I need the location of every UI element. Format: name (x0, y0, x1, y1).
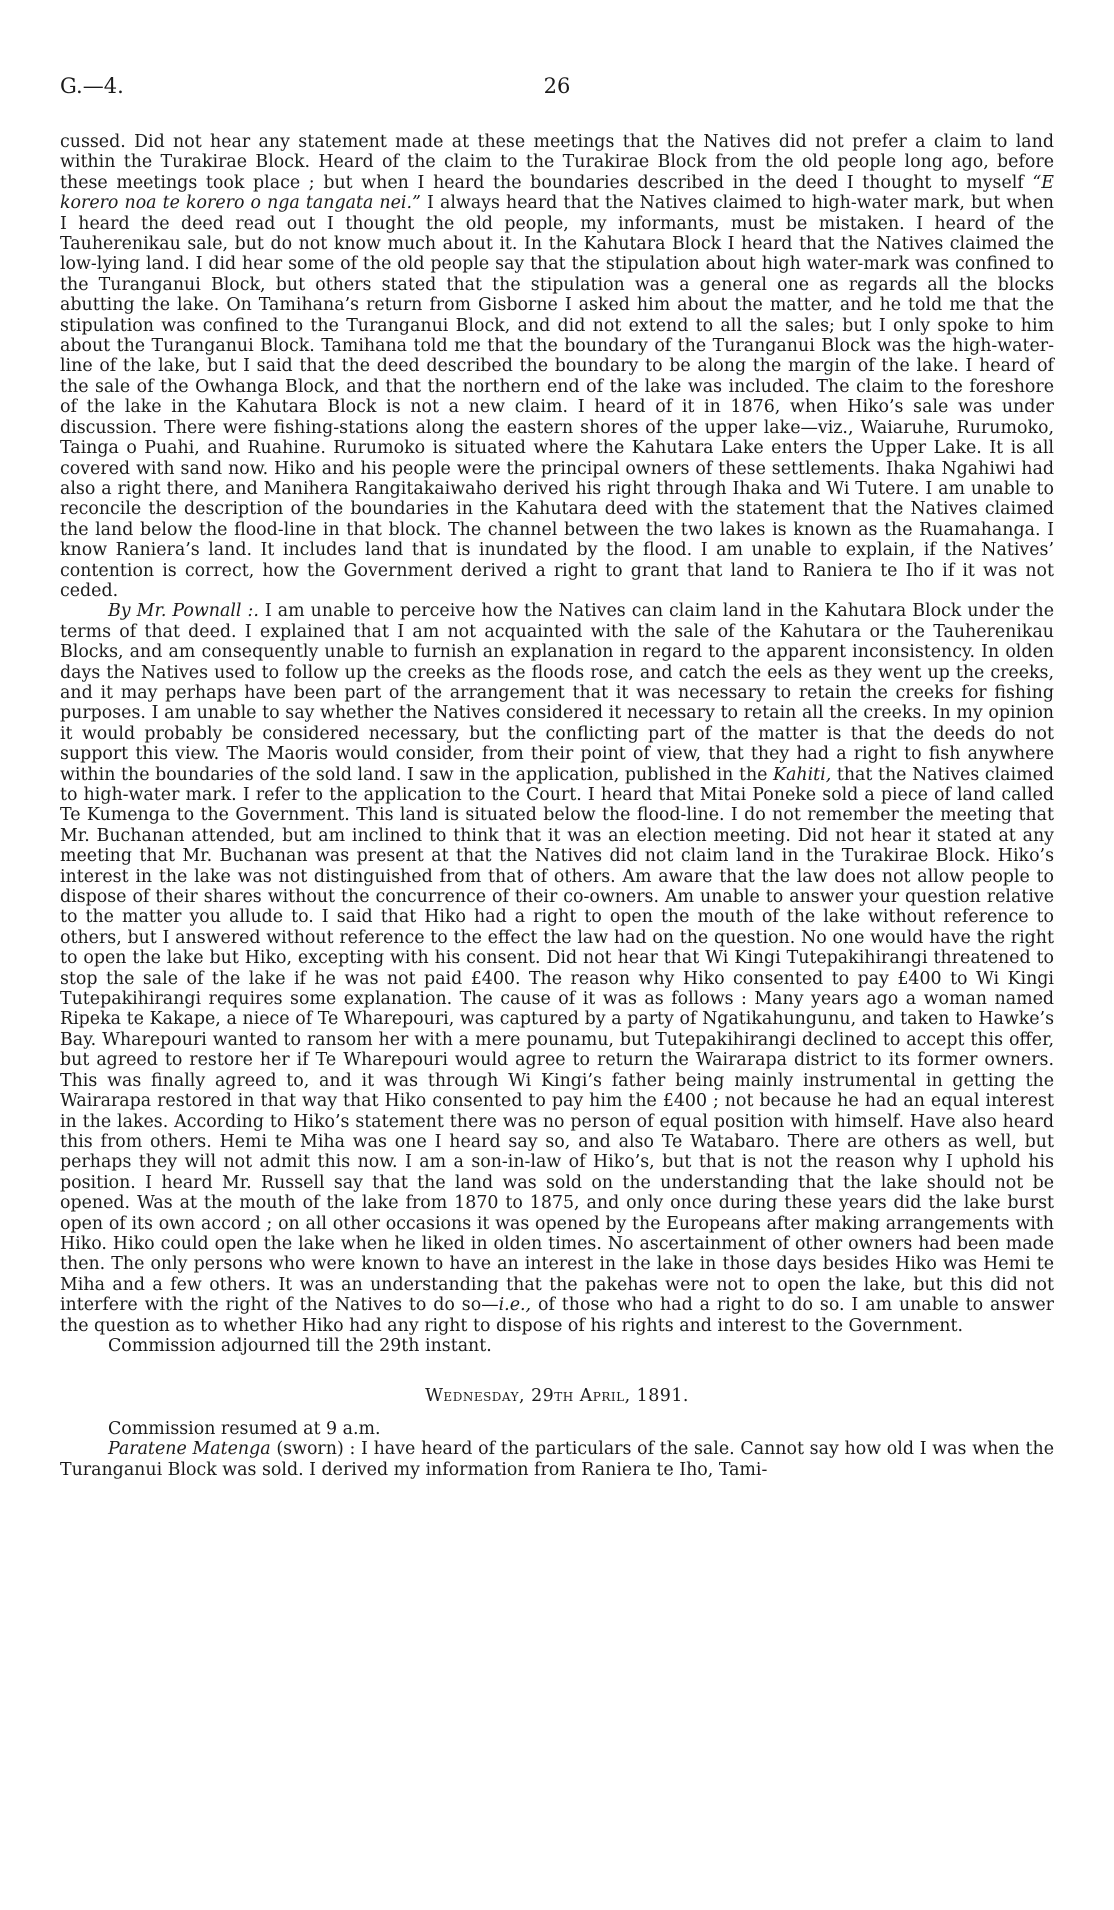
paragraph-text: I always heard that the Natives claimed to high-water mark, but when I heard the deed read out I thought the old people, my informants, must be mistaken. I heard of the Tauherenikau sale, but do not know much about it. In the Kahutara Block I heard that the Natives claimed the low-lying land. I did hear some of the old people say that the stipulation about high water-mark was confined to the Turanganui Block, but others stated that the stipulation was a general one as regards all the blocks abutting the lake. On Tamihana’s return from Gisborne I asked him about the matter, and he told me that the stipulation was confined to the Turanganui Block, and did not extend to all the sales; but I only spoke to him about the Turanganui Block. Tamihana told me that the boundary of the Turanganui Block was the high-water-line of the lake, but I said that the deed described the boundary to be along the margin of the lake. I heard of the sale of the Owhanga Block, and that the northern end of the lake was included. The claim to the foreshore of the lake in the Kahutara Block is not a new claim. I heard of it in 1876, when Hiko’s sale was under discussion. There were fishing-stations along the eastern shores of the upper lake—viz., Waiaruhe, Rurumoko, Tainga o Puahi, and Ruahine. Rurumoko is situated where the Kahutara Lake enters the Upper Lake. It is all covered with sand now. Hiko and his people were the principal owners of these settlements. Ihaka Ngahiwi had also a right there, and Manihera Rangitakaiwaho derived his right through Ihaka and Wi Tutere. I am unable to reconcile the description of the boundaries in the Kahutara deed with the statement that the Natives claimed the land below the flood-line in that block. The channel between the two lakes is known as the Ruamahanga. I know Raniera’s land. It includes land that is inundated by the flood. I am unable to explain, if the Natives’ contention is correct, how the Government derived a right to grant that land to Raniera te Iho if it was not ceded. (60, 193, 1054, 601)
examiner-lead: By Mr. Pownall :. (108, 601, 259, 622)
paragraph-text: that the Natives claimed to high-water mark. I refer to the application to the Court. I heard that Mitai Poneke sold a piece of land called Te Kumenga to the Government. This land is situated below the flood-line. I do not remember the meeting that Mr. Buchanan attended, but am inclined to think that it was an election meeting. Did not hear it stated at any meeting that Mr. Buchanan was present at that the Natives did not claim land in the Turakirae Block. Hiko’s interest in the lake was not distinguished from that of others. Am aware that the law does not allow people to dispose of their shares without the concurrence of their co-owners. Am unable to answer your question relative to the matter you allude to. I said that Hiko had a right to open the mouth of the lake without reference to others, but I answered without reference to the effect the law had on the question. No one would have the right to open the lake but Hiko, excepting with his consent. Did not hear that Wi Kingi Tutepakihirangi threatened to stop the sale of the lake if he was not paid £400. The reason why Hiko consented to pay £400 to Wi Kingi Tutepakihirangi requires some explanation. The cause of it was as follows : Many years ago a woman named Ripeka te Kakape, a niece of Te Wharepouri, was captured by a party of Ngatikahungunu, and taken to Hawke’s Bay. Wharepouri wanted to ransom her with a mere pounamu, but Tutepakihirangi declined to accept this offer, but agreed to restore her if Te Wharepouri would agree to return the Wairarapa district to its former owners. This was finally agreed to, and it was through Wi Kingi’s father being mainly instrumental in getting the Wairarapa restored in that way that Hiko consented to pay him the £400 ; not because he had an equal interest in the lakes. According to Hiko’s statement there was no person of equal position with himself. Have also heard this from others. Hemi te Miha was one I heard say so, and also Te Watabaro. There are others as well, but perhaps they will not admit this now. I am a son-in-law of Hiko’s, but that is not the reason why I uphold his position. I heard Mr. Russell say that the land was sold on the understanding that the lake should not be opened. Was at the mouth of the lake from 1870 to 1875, and only once during these years did the lake burst open of its own accord ; on all other occasions it was opened by the Europeans after making arrangements with Hiko. Hiko could open the lake when he liked in olden times. No ascertainment of other owners had been made then. The only persons who were known to have an interest in the lake in those days besides Hiko was Hemi te Miha and a few others. It was an understanding that the pakehas were not to open the lake, but this did not interfere with the right of the Natives to do so— (60, 764, 1055, 1316)
section-spacer (60, 1356, 1054, 1386)
kahiti-reference: Kahiti, (773, 764, 832, 785)
ie-abbreviation: i.e., (498, 1295, 532, 1316)
paragraph-text: I am unable to perceive how the Natives can claim land in the Kahutara Block under the terms of that deed. I explained that I am not acquainted with the sale of the Kahutara or the Tauherenikau Blocks, and am consequently unable to furnish an explanation in regard to the apparent inconsistency. In olden days the Natives used to follow up the creeks as the floods rose, and catch the eels as they went up the creeks, and it may perhaps have been part of the arrangement that it was necessary to retain the creeks for fishing purposes. I am unable to say whether the Natives considered it necessary to retain all the creeks. In my opinion it would probably be considered necessary, but the conflicting part of the matter is that the deeds do not support this view. The Maoris would consider, from their point of view, that they had a right to fish anywhere within the boundaries of the sold land. I saw in the application, published in the (60, 601, 1054, 785)
paragraph-witness-testimony (60, 1439, 1054, 1480)
paragraph-text: of those who had a right to do so. I am unable to answer the question as to whether Hiko had any right to dispose of his rights and interest to the Government. (60, 1295, 1054, 1336)
paragraph-cross-examination (60, 601, 1054, 1336)
section-spacer (60, 1407, 1054, 1419)
date-heading: Wednesday, 29th April, 1891. (425, 1386, 689, 1407)
paragraph-text: (sworn) : I have heard of the particulars of the sale. Cannot say how old I was when the Turanganui Block was sold. I derived my information from Raniera te Iho, Tami- (60, 1439, 1054, 1480)
document-body (60, 132, 1054, 1480)
page-number: 26 (543, 74, 571, 98)
document-reference: G.—4. (60, 74, 124, 98)
resumption-note: Commission resumed at 9 a.m. (108, 1418, 381, 1439)
maori-quote: “E korero noa te korero o nga tangata nei.” (60, 172, 1054, 214)
witness-name: Paratene Matenga (108, 1439, 271, 1460)
paragraph-testimony-continued (60, 132, 1054, 601)
adjournment-note: Commission adjourned till the 29th instant. (108, 1335, 492, 1356)
paragraph-text: cussed. Did not hear any statement made at these meetings that the Natives did not prefer a claim to land within the Turakirae Block. Heard of the claim to the Turakirae Block from the old people long ago, before these meetings took place ; but when I heard the boundaries described in the deed I thought to myself (60, 132, 1054, 193)
page-header (0, 74, 1114, 104)
